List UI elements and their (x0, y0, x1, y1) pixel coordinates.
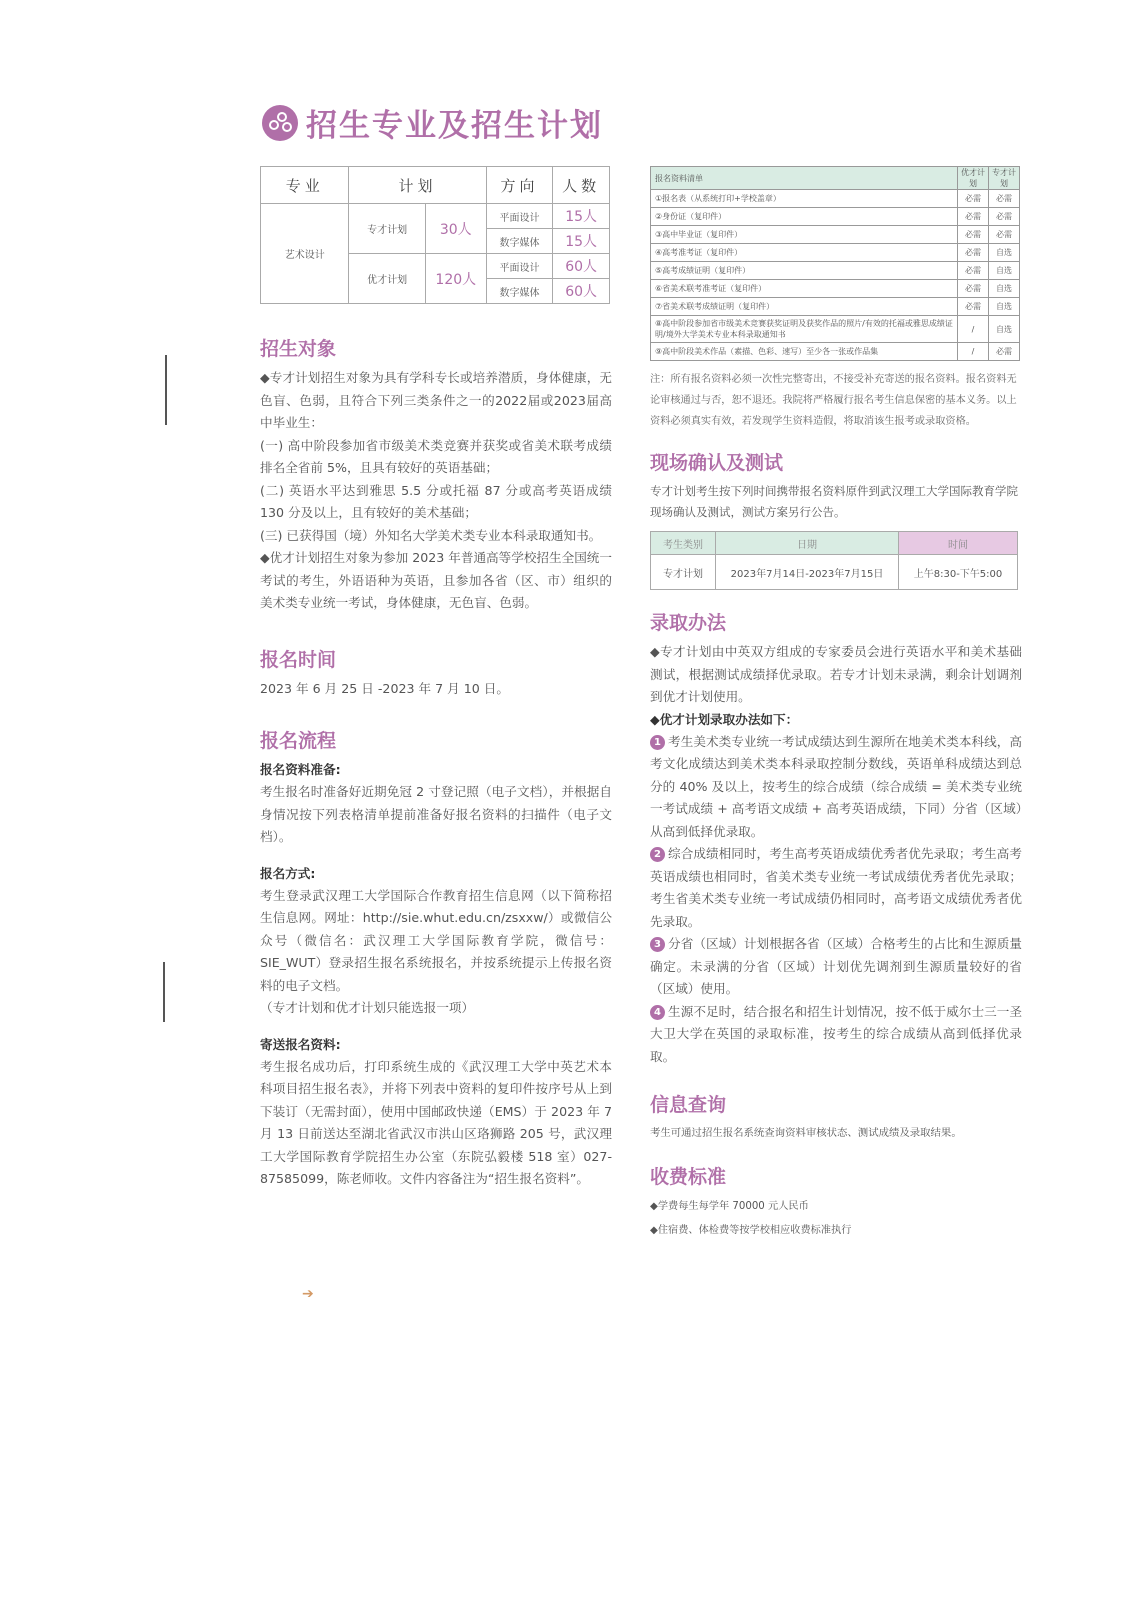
materials-req: 必需 (958, 208, 989, 226)
scan-mark: ➔ (302, 1286, 314, 1302)
page-header (262, 100, 603, 145)
materials-req: 必需 (989, 226, 1020, 244)
admission-rule-text: 分省（区域）计划根据各省（区域）合格考生的占比和生源质量确定。未录满的分省（区域）计划优先调剂到生源质量较好的省（区域）使用。 (650, 936, 1022, 996)
schedule-time: 上午8:30-下午5:00 (899, 555, 1018, 590)
plan-direction: 平面设计 (486, 204, 553, 229)
plan-total: 30人 (425, 204, 486, 254)
materials-item: ⑥省美术联考准考证（复印件） (651, 280, 958, 298)
materials-item: ⑨高中阶段美术作品（素描、色彩、速写）至少各一张或作品集 (651, 343, 958, 361)
left-column (260, 166, 612, 1191)
scan-mark (165, 355, 167, 425)
materials-item: ⑦省美术联考成绩证明（复印件） (651, 298, 958, 316)
admission-paragraph: ◆专才计划由中英双方组成的专家委员会进行英语水平和美术基础测试，根据测试成绩择优录取。若专才计划未录满，剩余计划调剂到优才计划使用。 (650, 644, 1022, 704)
materials-table (650, 166, 1020, 361)
schedule-date: 2023年7月14日-2023年7月15日 (716, 555, 899, 590)
admission-rule-text: 生源不足时，结合报名和招生计划情况，按不低于威尔士三一圣大卫大学在英国的录取标准，按考生的综合成绩从高到低择优录取。 (650, 1003, 1022, 1064)
admission-rule (650, 933, 1022, 1001)
fee-line: ◆学费每生每学年 70000 元人民币 (650, 1201, 809, 1212)
method-title: 报名方式: (260, 865, 316, 881)
plan-name: 优才计划 (349, 254, 425, 304)
materials-req: 必需 (958, 262, 989, 280)
materials-note: 注：所有报名资料必须一次性完整寄出，不接受补充寄送的报名资料。报名资料无论审核通过与否，恕不退还。我院将严格履行报名考生信息保密的基本义务。以上资料必须真实有效，若发现学生资料造假，将取消该生报考或录取资格。 (650, 374, 1017, 427)
section-title-confirm: 现场确认及测试 (650, 452, 784, 474)
section-title-reg-time: 报名时间 (260, 648, 337, 671)
plan-name: 专才计划 (349, 204, 425, 254)
prep-title: 报名资料准备: (260, 762, 341, 777)
materials-req: 必需 (989, 343, 1020, 361)
plan-header-count: 人数 (553, 167, 610, 204)
mail-title: 寄送报名资料: (260, 1036, 341, 1052)
target-condition: (一) 高中阶段参加省市级美术类竞赛并获奖或省美术联考成绩排名全省前 5%，且具有较好的英语基础； (260, 437, 612, 475)
materials-req: 自选 (989, 280, 1020, 298)
materials-req: 必需 (958, 190, 989, 208)
materials-header: 优才计划 (958, 167, 989, 190)
plan-major: 艺术设计 (261, 204, 349, 304)
plan-count: 15人 (553, 204, 610, 229)
materials-item: ⑧高中阶段参加省市级美术竞赛获奖证明及获奖作品的照片/有效的托福或雅思成绩证明/境外大学美术专业本科录取通知书 (651, 316, 958, 343)
method-note: （专才计划和优才计划只能选报一项） (260, 1000, 475, 1015)
plan-table (260, 166, 610, 304)
info-text: 考生可通过招生报名系统查询资料审核状态、测试成绩及录取结果。 (650, 1127, 962, 1139)
confirm-text: 专才计划考生按下列时间携带报名资料原件到武汉理工大学国际教育学院现场确认及测试，测试方案另行公告。 (650, 484, 1018, 519)
materials-item: ③高中毕业证（复印件） (651, 226, 958, 244)
plan-total: 120人 (425, 254, 486, 304)
plan-direction: 平面设计 (486, 254, 553, 279)
method-text: 考生登录武汉理工大学国际合作教育招生信息网（以下简称招生信息网。网址：http://sie.whut.edu.cn/zsxxw/）或微信公众号（微信名：武汉理工大学国际教育学院，微信号：SIE_WUT）登录招生报名系统报名，并按系统提示上传报名资料的电子文档。 (260, 887, 612, 993)
section-title-admission: 录取办法 (650, 612, 727, 634)
materials-req: 必需 (958, 280, 989, 298)
materials-req: 必需 (989, 190, 1020, 208)
page-title: 招生专业及招生计划 (306, 108, 603, 144)
plan-count: 60人 (553, 279, 610, 304)
target-condition: (二) 英语水平达到雅思 5.5 分或托福 87 分或高考英语成绩 130 分及以上，且有较好的美术基础； (260, 482, 612, 520)
materials-item: ①报名表（从系统打印+学校盖章） (651, 190, 958, 208)
materials-req: 必需 (958, 244, 989, 262)
bubbles-icon (262, 105, 298, 141)
section-title-target: 招生对象 (260, 338, 337, 360)
plan-header-direction: 方向 (486, 167, 553, 204)
materials-req: 必需 (989, 208, 1020, 226)
materials-req: 必需 (958, 226, 989, 244)
mail-text: 考生报名成功后，打印系统生成的《武汉理工大学中英艺术本科项目招生报名表》，并将下列表中资料的复印件按序号从上到下装订（无需封面），使用中国邮政快递（EMS）于 2023 年 7 月 13 日前送达至湖北省武汉市洪山区珞狮路 205 号，武汉理工大学国际教育学院招生办公室（东院弘毅楼 518 室）027-87585099，陈老师收。文件内容备注为“招生报名资料”。 (260, 1058, 612, 1186)
materials-req: / (958, 316, 989, 343)
materials-item: ④高考准考证（复印件） (651, 244, 958, 262)
materials-req: 自选 (989, 298, 1020, 316)
schedule-header: 考生类别 (651, 532, 716, 555)
admission-subtitle: ◆优才计划录取办法如下： (650, 711, 799, 727)
plan-direction: 数字媒体 (486, 279, 553, 304)
materials-req: 自选 (989, 262, 1020, 280)
materials-req: / (958, 343, 989, 361)
schedule-header: 日期 (716, 532, 899, 555)
materials-req: 自选 (989, 316, 1020, 343)
materials-header: 报名资料清单 (651, 167, 958, 190)
prep-text: 考生报名时准备好近期免冠 2 寸登记照（电子文档），并根据自身情况按下列表格清单提前准备好报名资料的扫描件（电子文档）。 (260, 784, 612, 844)
plan-header-plan: 计划 (349, 167, 486, 204)
number-badge: 3 (650, 937, 665, 952)
materials-req: 必需 (958, 298, 989, 316)
materials-item: ②身份证（复印件） (651, 208, 958, 226)
schedule-category: 专才计划 (651, 555, 716, 590)
admission-rule (650, 1001, 1022, 1069)
section-title-info: 信息查询 (650, 1094, 727, 1116)
section-title-reg-process: 报名流程 (260, 730, 337, 752)
plan-count: 15人 (553, 229, 610, 254)
scan-mark (163, 962, 165, 1022)
reg-time-text: 2023 年 6 月 25 日 -2023 年 7 月 10 日。 (260, 680, 509, 696)
admission-rule-text: 考生美术类专业统一考试成绩达到生源所在地美术类本科线，高考文化成绩达到美术类本科录取控制分数线，英语单科成绩达到总分的 40% 及以上，按考生的综合成绩（综合成绩 = 美术类专业统一考试成绩 + 高考语文成绩 + 高考英语成绩，下同）分省（区域）从高到低择优录取。 (650, 733, 1022, 839)
materials-item: ⑤高考成绩证明（复印件） (651, 262, 958, 280)
schedule-header: 时间 (899, 532, 1018, 555)
admission-rule-text: 综合成绩相同时，考生高考英语成绩优秀者优先录取；考生高考英语成绩也相同时，省美术类专业统一考试成绩优秀者优先录取；考生省美术类专业统一考试成绩仍相同时，高考语文成绩优秀者优先录取。 (650, 846, 1022, 929)
target-condition: (三) 已获得国（境）外知名大学美术类专业本科录取通知书。 (260, 527, 602, 543)
admission-rule (650, 731, 1022, 844)
number-badge: 1 (650, 735, 665, 750)
plan-count: 60人 (553, 254, 610, 279)
materials-header: 专才计划 (989, 167, 1020, 190)
materials-req: 自选 (989, 244, 1020, 262)
number-badge: 2 (650, 847, 665, 862)
plan-direction: 数字媒体 (486, 229, 553, 254)
right-column (650, 166, 1022, 1243)
section-title-fee: 收费标准 (650, 1166, 727, 1188)
target-paragraph: ◆专才计划招生对象为具有学科专长或培养潜质，身体健康，无色盲、色弱，且符合下列三类条件之一的2022届或2023届高中毕业生： (260, 370, 612, 430)
plan-header-major: 专业 (261, 167, 349, 204)
target-paragraph: ◆优才计划招生对象为参加 2023 年普通高等学校招生全国统一考试的考生，外语语种为英语，且参加各省（区、市）组织的美术类专业统一考试，身体健康，无色盲、色弱。 (260, 550, 612, 610)
admission-rule (650, 843, 1022, 933)
fee-line: ◆住宿费、体检费等按学校相应收费标准执行 (650, 1225, 852, 1236)
schedule-table (650, 531, 1018, 590)
number-badge: 4 (650, 1005, 665, 1020)
